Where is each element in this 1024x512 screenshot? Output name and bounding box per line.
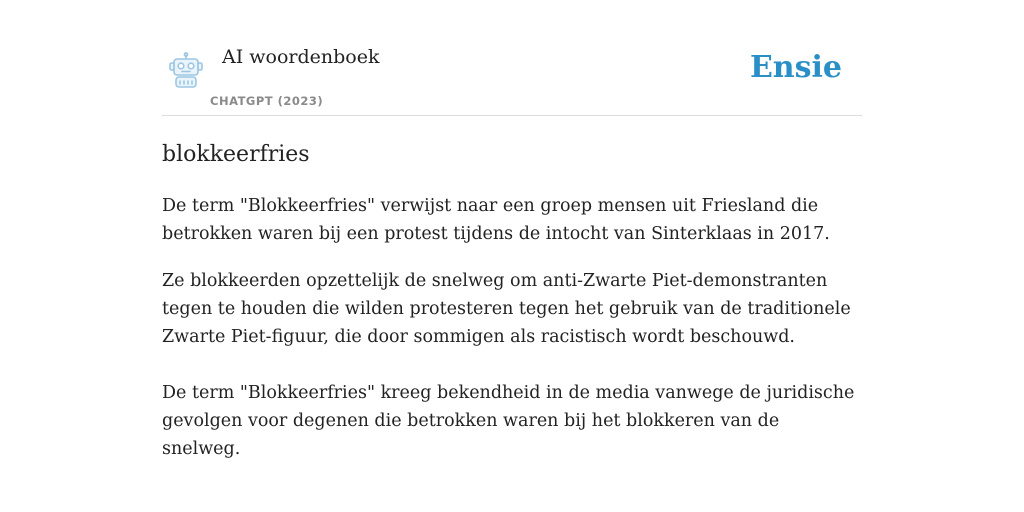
entry-term: blokkeerfries bbox=[162, 142, 310, 167]
robot-icon bbox=[165, 52, 207, 90]
source-meta: CHATGPT (2023) bbox=[210, 94, 324, 108]
entry-paragraph: De term "Blokkeerfries" verwijst naar een groep mensen uit Friesland die betrokken waren bij een protest tijdens de intocht van Sinterklaas in 2017. bbox=[162, 196, 830, 244]
entry-paragraph: Ze blokkeerden opzettelijk de snelweg om anti-Zwarte Piet-demonstranten tegen te houden die wilden protesteren tegen het gebruik van de traditionele Zwarte Piet-figuur, die door sommigen als racistisch wordt beschouwd. bbox=[162, 271, 851, 347]
entry-paragraph: De term "Blokkeerfries" kreeg bekendheid in de media vanwege de juridische gevolgen voor degenen die betrokken waren bij het blokkeren van de snelweg. bbox=[162, 383, 855, 459]
brand-logo[interactable]: Ensie bbox=[749, 50, 842, 85]
card-header bbox=[162, 40, 862, 116]
source-title[interactable]: AI woordenboek bbox=[222, 46, 380, 68]
dictionary-card bbox=[162, 40, 862, 463]
